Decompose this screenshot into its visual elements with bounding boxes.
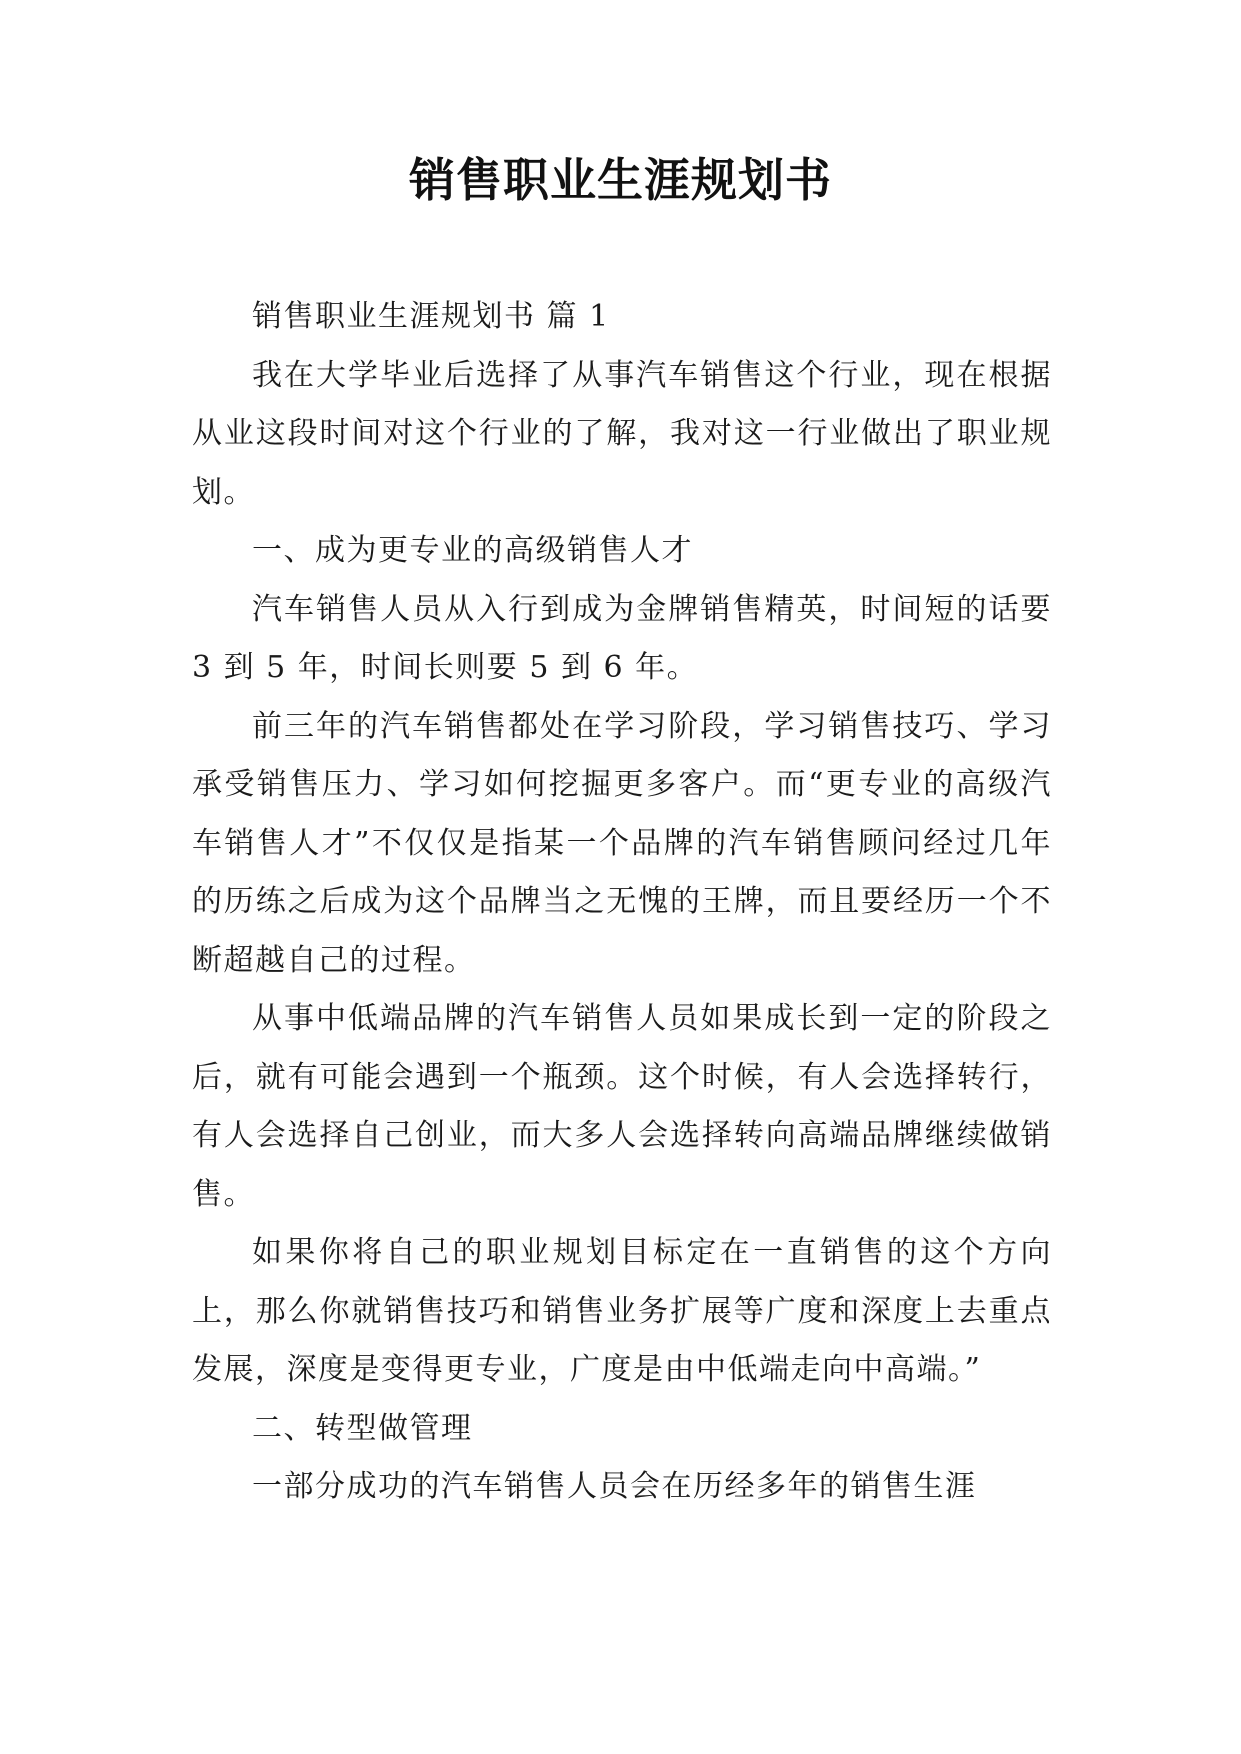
document-title: 销售职业生涯规划书 bbox=[409, 153, 832, 207]
paragraph: 如果你将自己的职业规划目标定在一直销售的这个方向上，那么你就销售技巧和销售业务扩展等广度和深度上去重点发展，深度是变得更专业，广度是由中低端走向中高端。” bbox=[192, 1235, 1052, 1387]
section-heading-1: 一、成为更专业的高级销售人才 bbox=[252, 533, 693, 568]
paragraph: 前三年的汽车销售都处在学习阶段，学习销售技巧、学习承受销售压力、学习如何挖掘更多客户。而“更专业的高级汽车销售人才”不仅仅是指某一个品牌的汽车销售顾问经过几年的历练之后成为这个品牌当之无愧的王牌，而且要经历一个不断超越自己的过程。 bbox=[192, 708, 1052, 978]
paragraph: 一部分成功的汽车销售人员会在历经多年的销售生涯 bbox=[252, 1469, 977, 1504]
document-body bbox=[192, 288, 1052, 1517]
section-heading-part-1: 销售职业生涯规划书 篇 1 bbox=[252, 299, 610, 334]
paragraph: 汽车销售人员从入行到成为金牌销售精英，时间短的话要 3 到 5 年，时间长则要 5 到 6 年。 bbox=[192, 591, 1052, 685]
paragraph: 从事中低端品牌的汽车销售人员如果成长到一定的阶段之后，就有可能会遇到一个瓶颈。这个时候，有人会选择转行，有人会选择自己创业，而大多人会选择转向高端品牌继续做销售。 bbox=[192, 1001, 1052, 1212]
section-heading-2: 二、转型做管理 bbox=[252, 1410, 473, 1446]
paragraph-intro: 我在大学毕业后选择了从事汽车销售这个行业，现在根据从业这段时间对这个行业的了解，我对这一行业做出了职业规划。 bbox=[192, 357, 1052, 510]
